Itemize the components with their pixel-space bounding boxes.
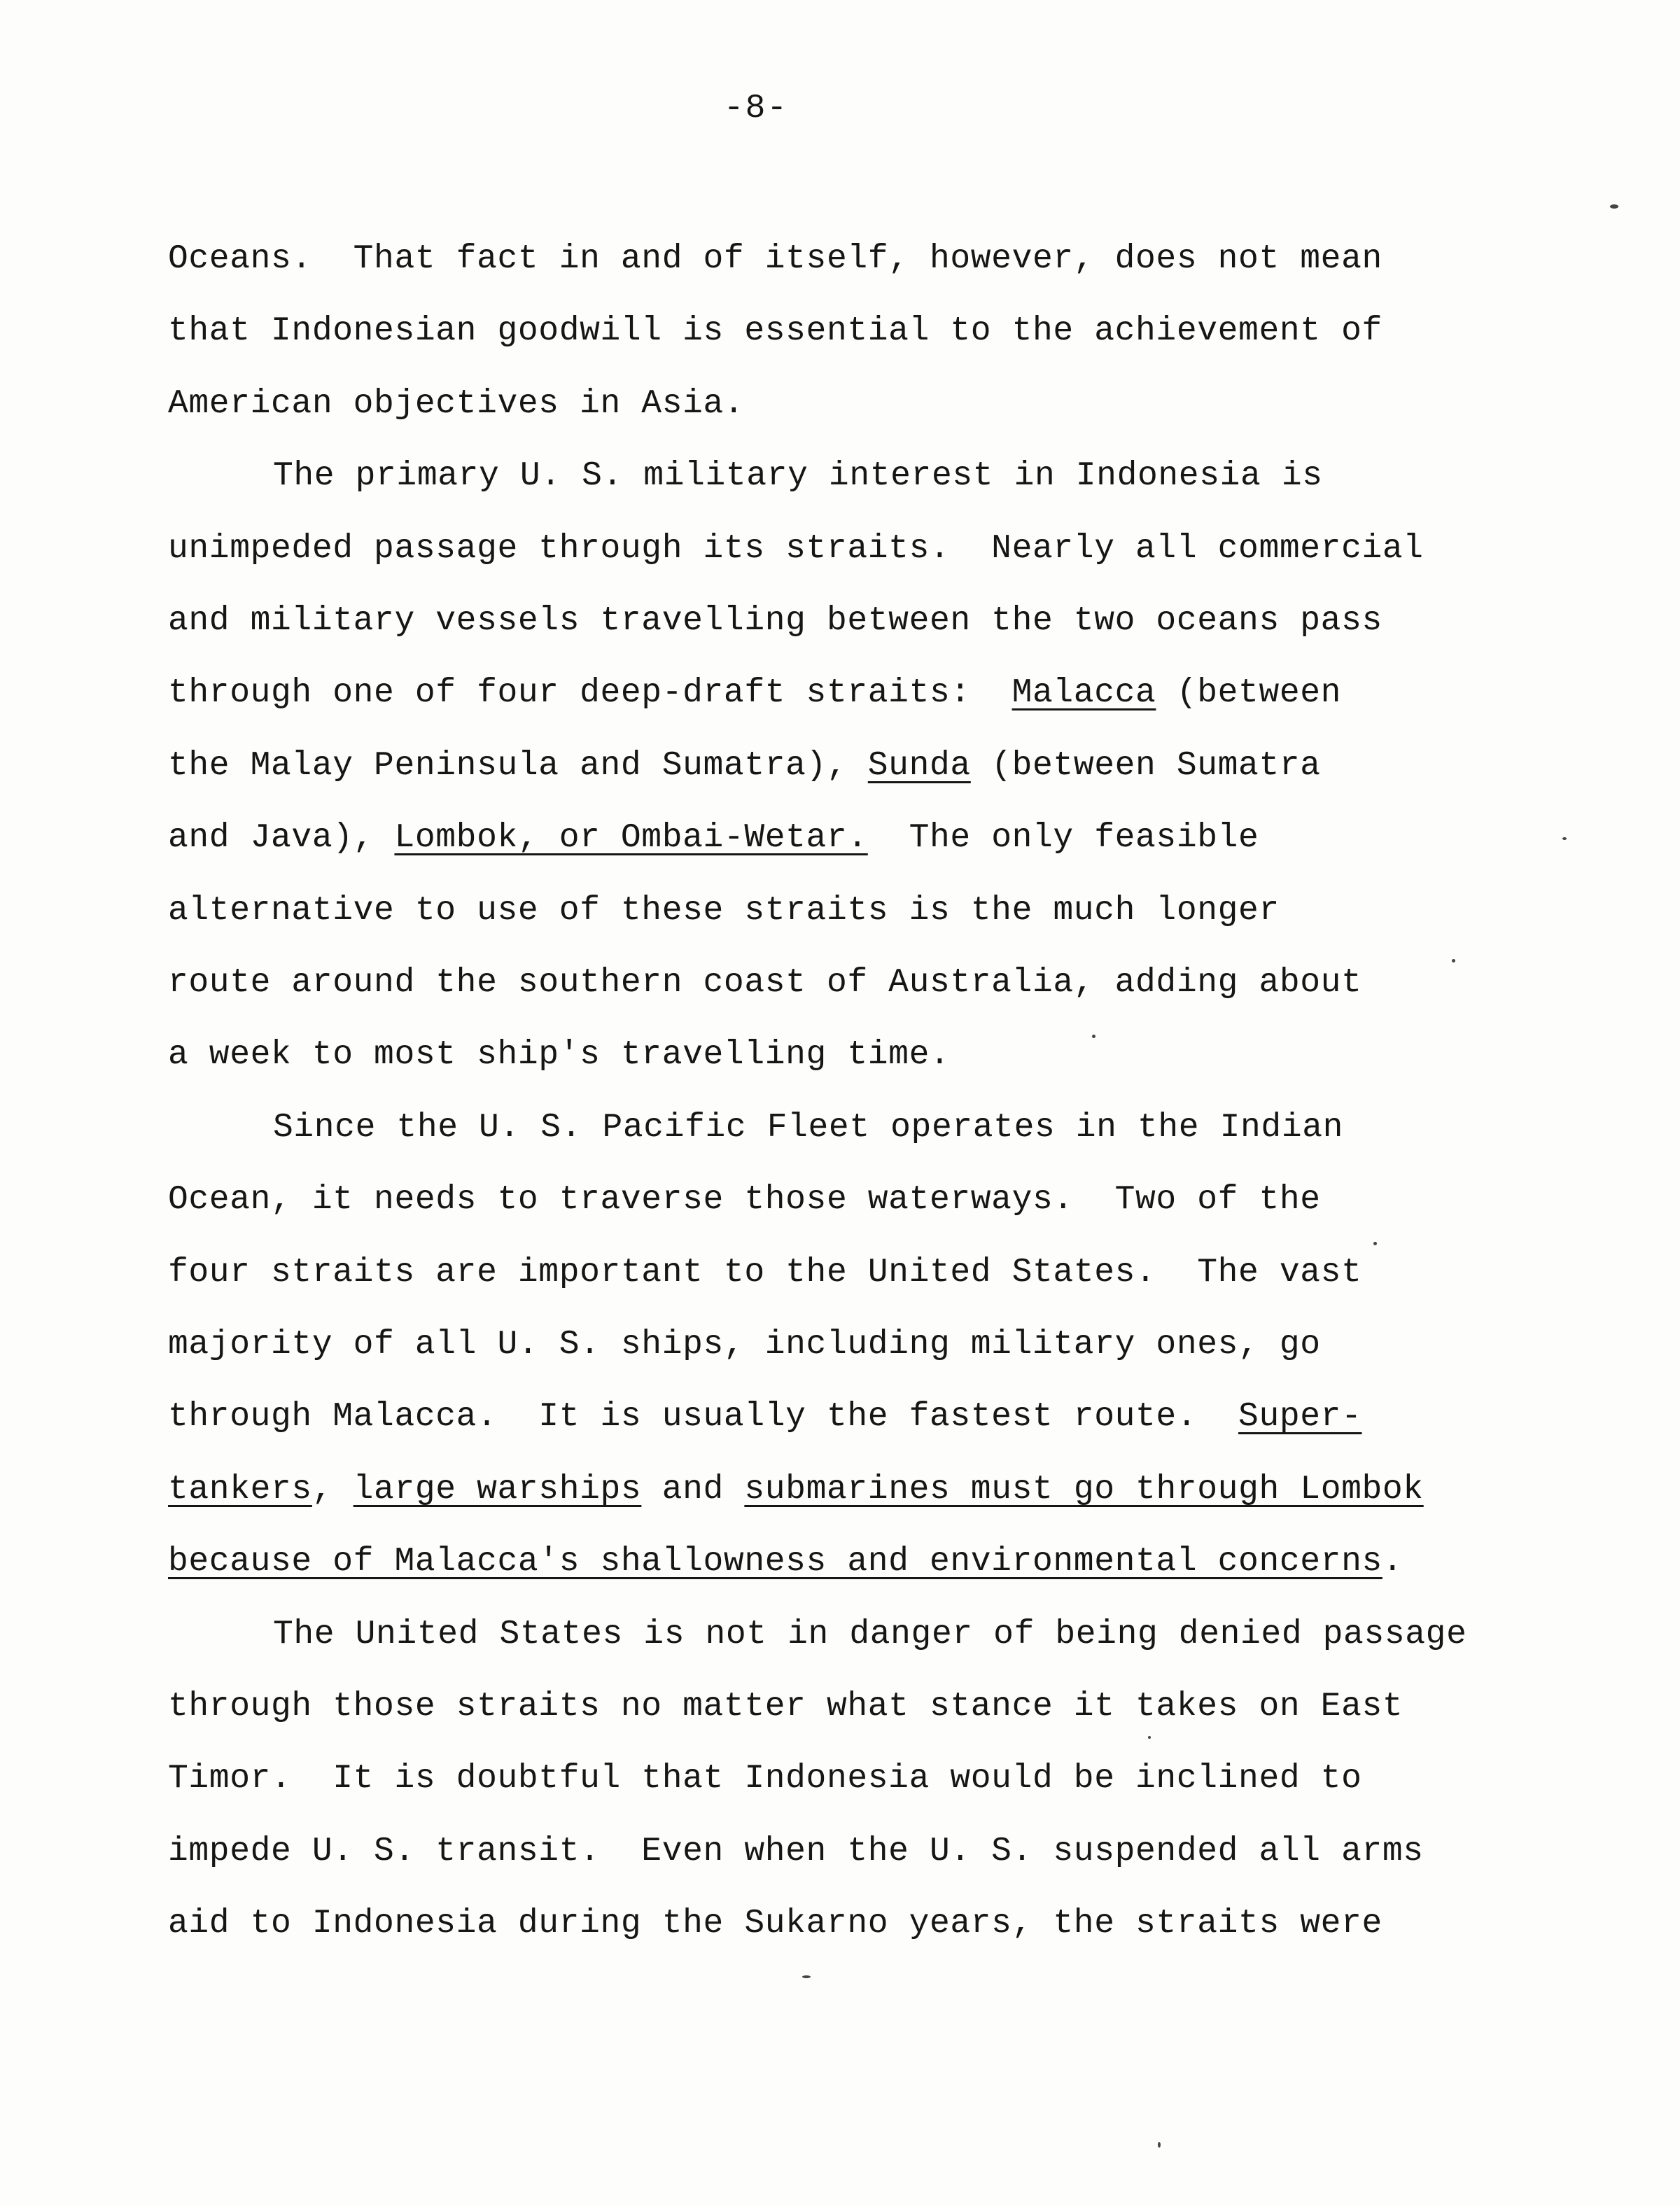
text-line bbox=[273, 455, 1323, 497]
text-segment: a week to most ship's travelling time. bbox=[168, 1036, 951, 1074]
text-segment: , bbox=[312, 1470, 354, 1508]
text-segment: unimpeded passage through its straits. Nearly all commercial bbox=[168, 529, 1424, 568]
text-line bbox=[168, 1324, 1321, 1366]
text-segment: American objectives in Asia. bbox=[168, 384, 745, 423]
underlined-phrase: because of Malacca's shallowness and environmental concerns bbox=[168, 1543, 1382, 1581]
text-segment: majority of all U. S. ships, including military ones, go bbox=[168, 1326, 1321, 1364]
scan-speck bbox=[1452, 959, 1455, 962]
text-line bbox=[273, 1107, 1343, 1149]
text-line bbox=[168, 1252, 1362, 1294]
text-line bbox=[168, 672, 1341, 714]
text-segment: (between Sumatra bbox=[970, 746, 1321, 785]
text-segment: and military vessels travelling between the two oceans pass bbox=[168, 602, 1382, 640]
text-segment: (between bbox=[1156, 674, 1342, 713]
text-segment: The United States is not in danger of being denied passage bbox=[273, 1615, 1467, 1653]
text-line bbox=[273, 1614, 1466, 1656]
underlined-phrase: Super- bbox=[1238, 1398, 1362, 1436]
scan-speck bbox=[1610, 204, 1618, 209]
text-line bbox=[168, 745, 1321, 787]
text-segment: route around the southern coast of Australia, adding about bbox=[168, 964, 1362, 1002]
text-line bbox=[168, 1830, 1424, 1872]
underlined-phrase: large warships bbox=[353, 1470, 642, 1508]
underlined-phrase: tankers bbox=[168, 1470, 312, 1508]
scan-speck bbox=[1158, 2142, 1161, 2148]
text-segment: Timor. It is doubtful that Indonesia would be inclined to bbox=[168, 1760, 1362, 1798]
text-segment: Ocean, it needs to traverse those waterways. Two of the bbox=[168, 1181, 1321, 1219]
text-segment: Oceans. That fact in and of itself, however, does not mean bbox=[168, 240, 1382, 278]
text-segment: four straits are important to the United States. The vast bbox=[168, 1253, 1362, 1292]
text-segment: impede U. S. transit. Even when the U. S. suspended all arms bbox=[168, 1832, 1424, 1870]
text-line bbox=[168, 528, 1424, 570]
scan-speck bbox=[802, 1975, 811, 1978]
text-segment: that Indonesian goodwill is essential to the achievement of bbox=[168, 312, 1382, 351]
text-segment: The only feasible bbox=[867, 819, 1259, 858]
text-segment: through Malacca. It is usually the fastest route. bbox=[168, 1398, 1239, 1436]
text-segment: Since the U. S. Pacific Fleet operates in the Indian bbox=[273, 1108, 1344, 1147]
scan-speck bbox=[1092, 1035, 1096, 1038]
text-line bbox=[168, 890, 1280, 932]
text-segment: and Java), bbox=[168, 819, 395, 858]
text-line bbox=[168, 1396, 1362, 1438]
text-line bbox=[168, 962, 1362, 1004]
text-line bbox=[168, 1686, 1403, 1728]
text-segment: the Malay Peninsula and Sumatra), bbox=[168, 746, 868, 785]
text-line bbox=[168, 1034, 950, 1076]
text-segment: aid to Indonesia during the Sukarno years, the straits were bbox=[168, 1905, 1382, 1943]
text-line bbox=[168, 383, 744, 425]
text-line bbox=[168, 600, 1382, 642]
underlined-phrase: Sunda bbox=[867, 746, 971, 785]
text-segment: . bbox=[1382, 1543, 1404, 1581]
text-line bbox=[168, 1541, 1403, 1583]
text-line bbox=[168, 1758, 1362, 1800]
scan-speck bbox=[1562, 837, 1567, 840]
text-segment: alternative to use of these straits is the much longer bbox=[168, 891, 1280, 930]
text-line bbox=[168, 310, 1382, 352]
scan-speck bbox=[1373, 1242, 1377, 1245]
underlined-phrase: submarines must go through Lombok bbox=[744, 1470, 1424, 1508]
text-segment: through those straits no matter what stance it takes on East bbox=[168, 1688, 1404, 1726]
text-segment: and bbox=[641, 1470, 745, 1508]
text-segment: The primary U. S. military interest in Indonesia is bbox=[273, 457, 1323, 496]
underlined-phrase: Malacca bbox=[1011, 674, 1156, 713]
text-line bbox=[168, 1179, 1321, 1221]
text-line bbox=[168, 1469, 1424, 1511]
text-segment: through one of four deep-draft straits: bbox=[168, 674, 1012, 713]
underlined-phrase: Lombok, or Ombai-Wetar. bbox=[394, 819, 868, 858]
page-number: -8- bbox=[723, 90, 789, 127]
text-line bbox=[168, 238, 1382, 280]
scan-speck bbox=[1148, 1736, 1151, 1739]
text-line bbox=[168, 1903, 1382, 1945]
text-line bbox=[168, 817, 1259, 859]
